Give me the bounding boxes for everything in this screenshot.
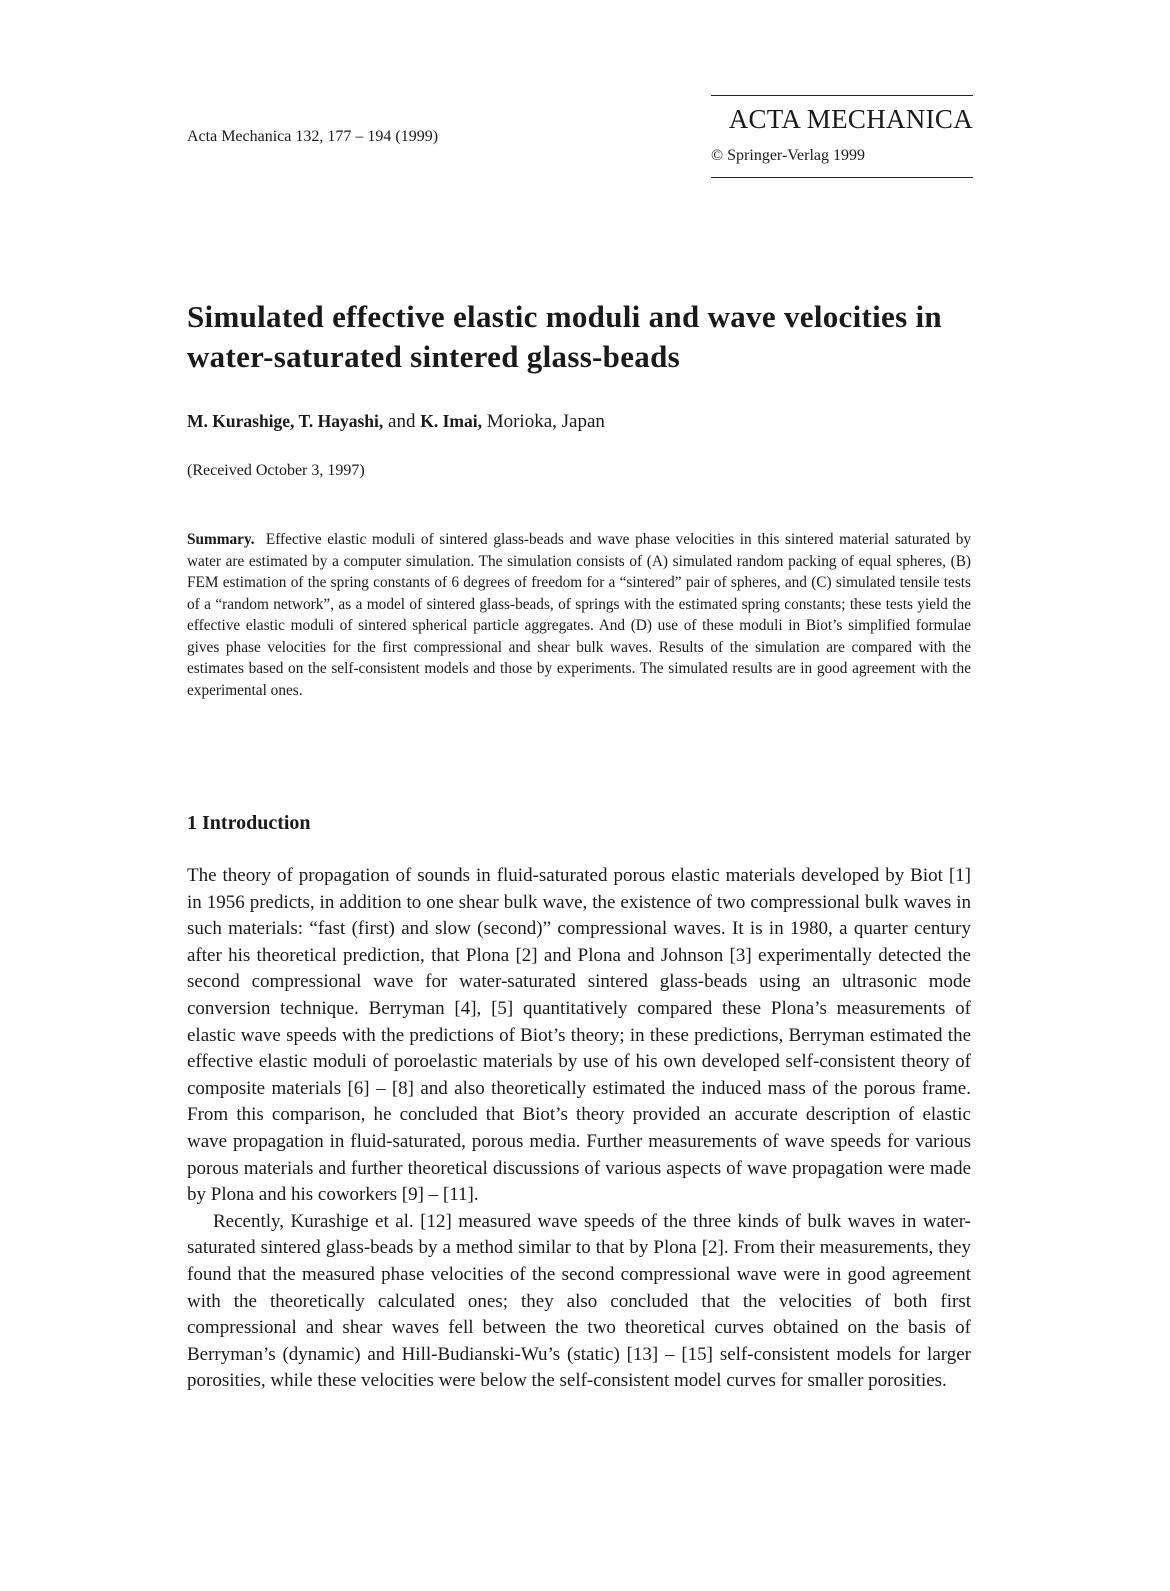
received-date: (Received October 3, 1997) (187, 462, 365, 479)
author-affiliation: Morioka, Japan (481, 411, 605, 432)
journal-citation: Acta Mechanica 132, 177 – 194 (1999) (187, 128, 439, 145)
author-last: K. Imai, (420, 411, 482, 431)
body-paragraph: Recently, Kurashige et al. [12] measured wave speeds of the three kinds of bulk waves in water-saturated sintered glass-beads by a method similar to that by Plona [2]. From their measurements, they found that the measured phase velocities of the second compressional wave were in good agreement with the theoretically calculated ones; they also concluded that the velocities of both first compressional and shear waves fell between the two theoretical curves obtained on the basis of Berryman’s (dynamic) and Hill-Budianski-Wu’s (static) [13] – [15] self-consistent models for larger porosities, while these velocities were below the self-consistent model curves for smaller porosities. (187, 1210, 971, 1392)
body-paragraph: The theory of propagation of sounds in fluid-saturated porous elastic materials developed by Biot [1] in 1956 predicts, in addition to one shear bulk wave, the existence of two compressional bulk waves in such materials: “fast (first) and slow (second)” compressional waves. It is in 1980, a quarter century after his theoretical prediction, that Plona [2] and Plona and Johnson [3] experimentally detected the second compressional wave for water-saturated sintered glass-beads using an ultrasonic mode conversion technique. Berryman [4], [5] quantitatively compared these Plona’s measurements of elastic wave speeds with the predictions of Biot’s theory; in these predictions, Berryman estimated the effective elastic moduli of poroelastic materials by use of his own developed self-consistent theory of composite materials [6] – [8] and also theoretically estimated the induced mass of the porous frame. From this comparison, he concluded that Biot’s theory provided an accurate description of elastic wave propagation in fluid-saturated, porous media. Further measurements of wave speeds for various porous materials and further theoretical discussions of various aspects of wave propagation were made by Plona and his coworkers [9] – [11]. (187, 865, 971, 1206)
copyright-notice: © Springer-Verlag 1999 (711, 147, 866, 164)
paper-title: Simulated effective elastic moduli and wave velocities in water-saturated sintered glass-beads (187, 299, 942, 374)
author-names: M. Kurashige, T. Hayashi, (187, 411, 384, 431)
journal-name: ACTA MECHANICA (728, 104, 973, 134)
author-line (187, 411, 605, 433)
abstract (187, 529, 971, 701)
section-body (187, 863, 971, 1395)
section-heading: 1 Introduction (187, 812, 311, 834)
author-conjunction: and (383, 411, 421, 432)
abstract-label: Summary. (187, 531, 255, 548)
journal-masthead (711, 95, 973, 178)
abstract-text: Effective elastic moduli of sintered glass-beads and wave phase velocities in this sintered material saturated by water are estimated by a computer simulation. The simulation consists of (A) simulated random packing of equal spheres, (B) FEM estimation of the spring constants of 6 degrees of freedom for a “sintered” pair of spheres, and (C) simulated tensile tests of a “random network”, as a model of sintered glass-beads, of springs with the estimated spring constants; these tests yield the effective elastic moduli of sintered spherical particle aggregates. And (D) use of these moduli in Biot’s simplified formulae gives phase velocities for the first compressional and shear bulk waves. Results of the simulation are compared with the estimates based on the self-consistent models and those by experiments. The simulated results are in good agreement with the experimental ones. (187, 531, 971, 699)
